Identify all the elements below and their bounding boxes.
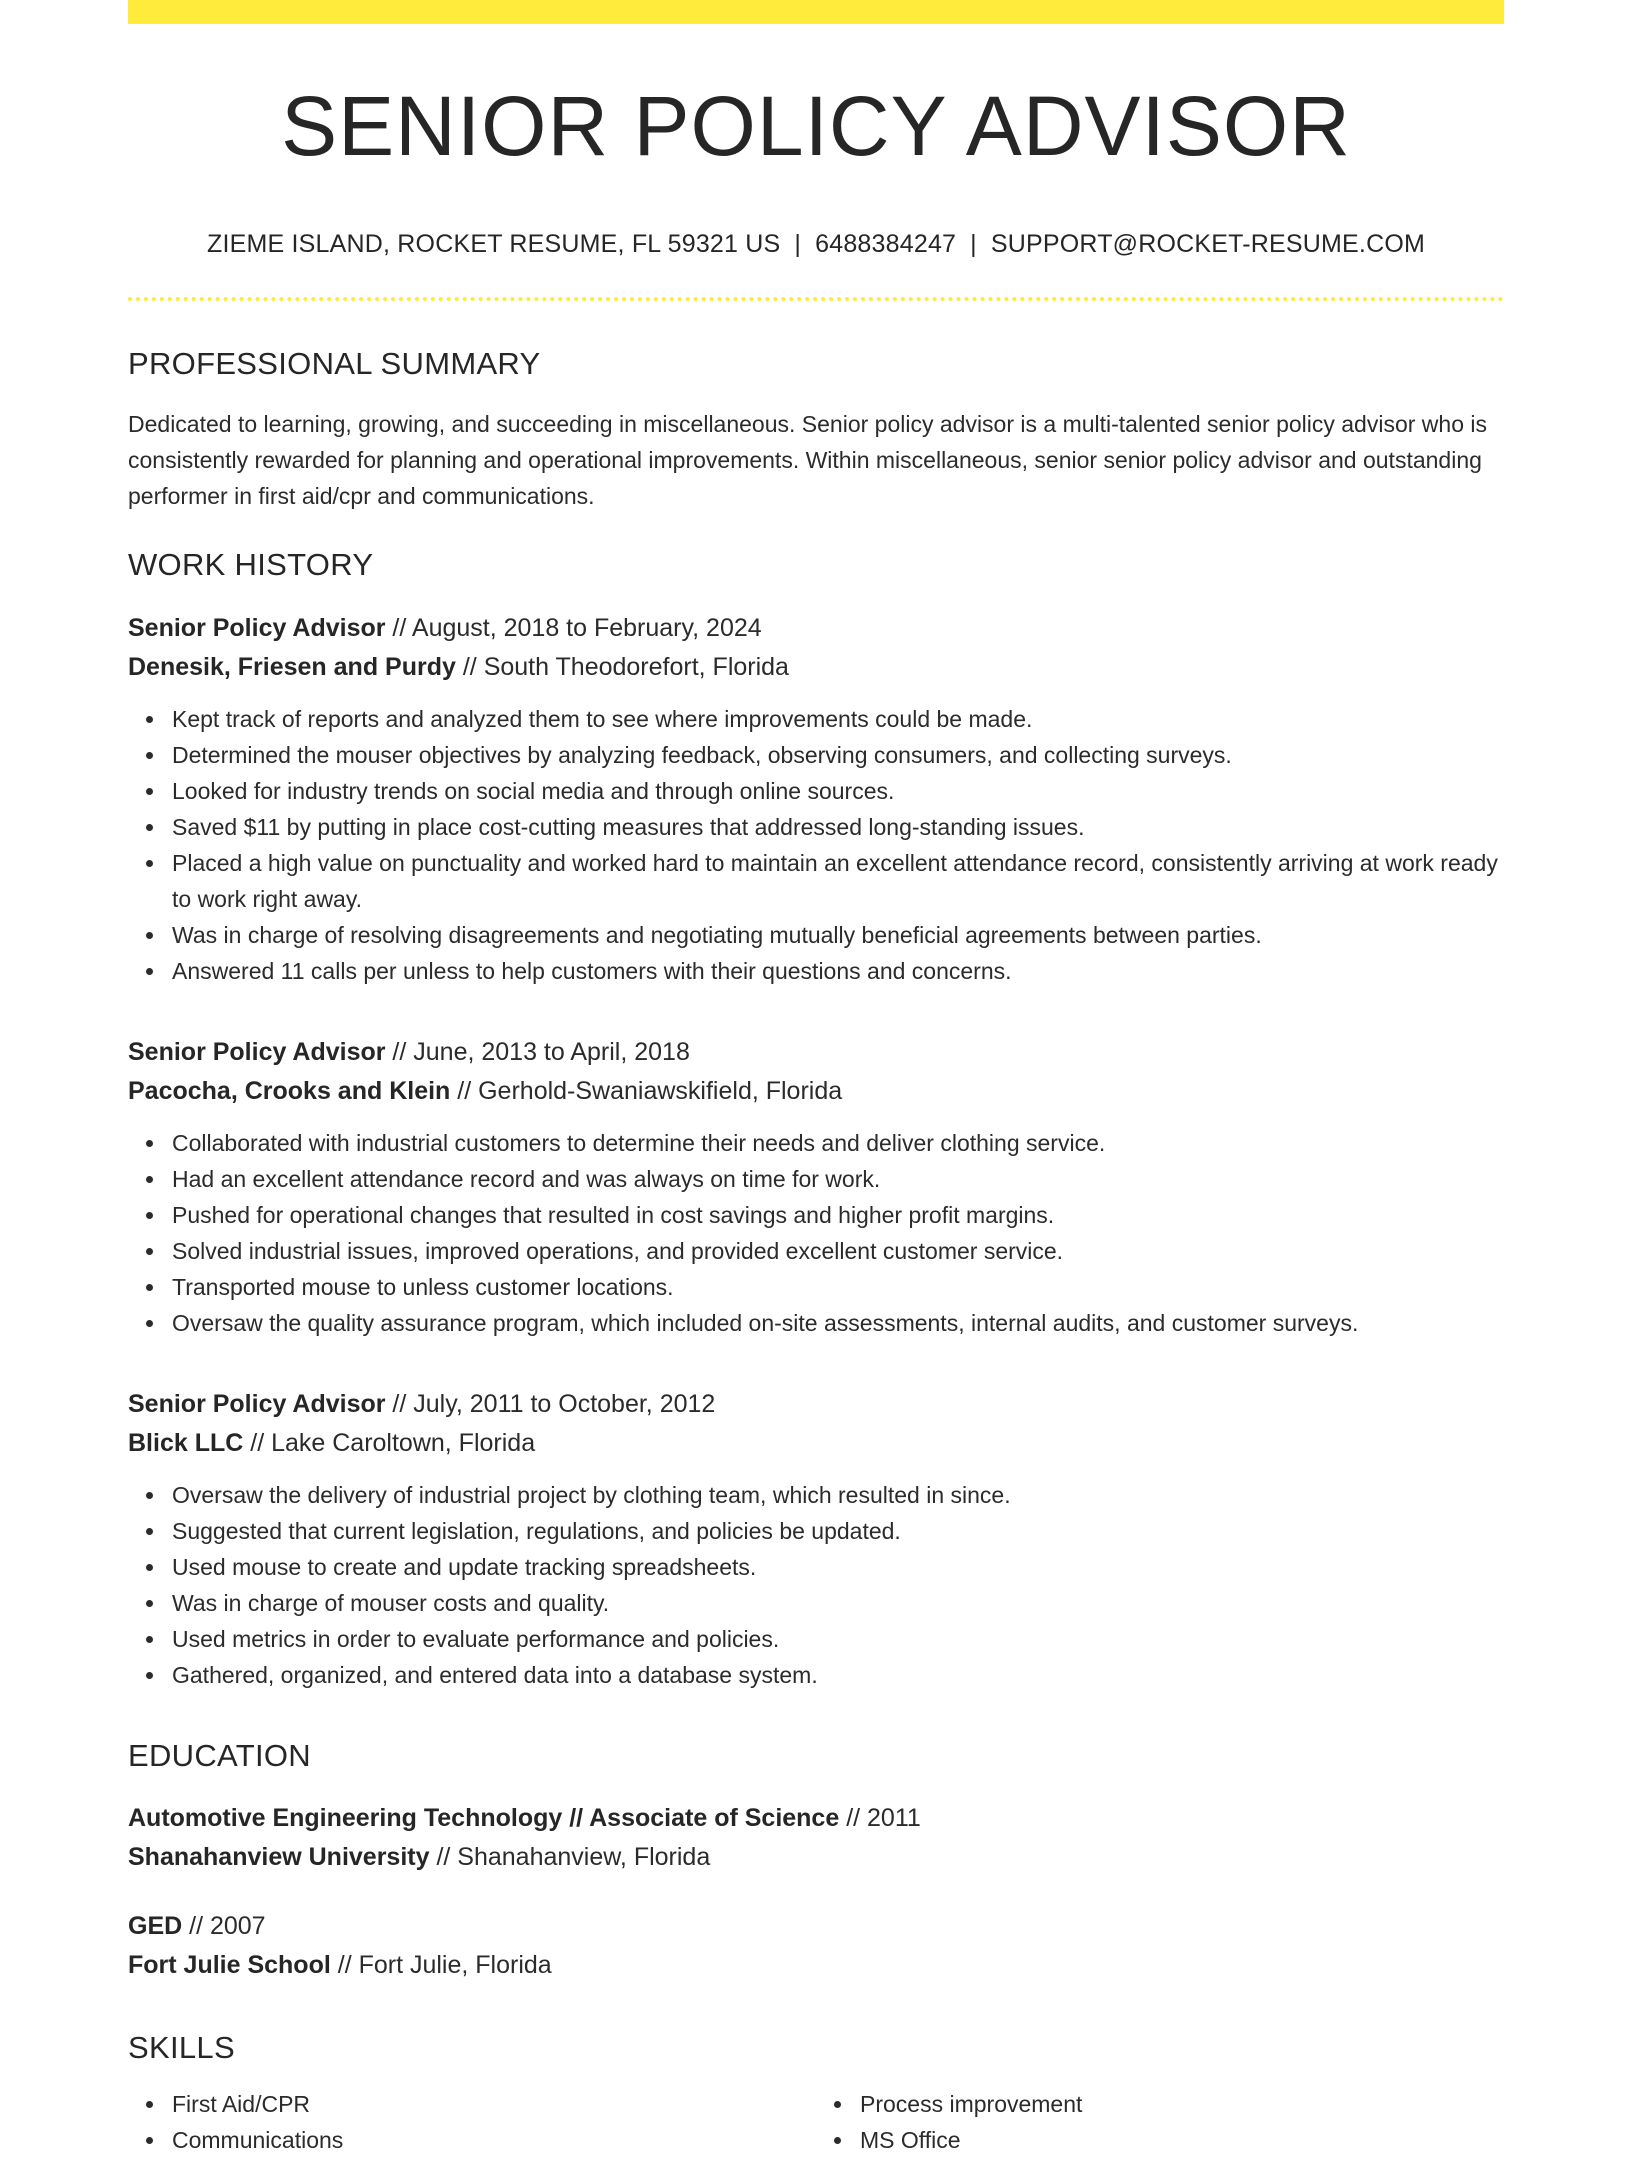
job-location: // Gerhold-Swaniawskifield, Florida	[450, 1077, 843, 1106]
job-company-line	[128, 1072, 1504, 1111]
list-item: Saved $11 by putting in place cost-cutting measures that addressed long-standing issues.	[172, 809, 1504, 845]
job-company: Denesik, Friesen and Purdy	[128, 653, 456, 682]
list-item: Used mouse to create and update tracking spreadsheets.	[172, 1549, 1504, 1585]
list-item: Oversaw the quality assurance program, which included on-site assessments, internal audits, and customer surveys.	[172, 1305, 1504, 1341]
list-item: Collaborated with industrial customers to determine their needs and deliver clothing service.	[172, 1125, 1504, 1161]
work-history-heading: WORK HISTORY	[128, 547, 374, 583]
education-school-line	[128, 1838, 1504, 1877]
list-item: Was in charge of mouser costs and quality.	[172, 1585, 1504, 1621]
job-title: Senior Policy Advisor	[128, 614, 386, 643]
job-company: Blick LLC	[128, 1429, 244, 1458]
list-item: Kept track of reports and analyzed them to see where improvements could be made.	[172, 701, 1504, 737]
job-dates: // June, 2013 to April, 2018	[385, 1038, 690, 1067]
job-bullets	[128, 1125, 1504, 1341]
education-location: // Shanahanview, Florida	[429, 1842, 711, 1871]
list-item: Was in charge of resolving disagreements and negotiating mutually beneficial agreements between parties.	[172, 917, 1504, 953]
education-entry	[128, 1799, 1504, 1877]
skills-heading: SKILLS	[128, 2029, 235, 2065]
skills-list	[128, 2086, 816, 2158]
education-location: // Fort Julie, Florida	[330, 1950, 552, 1979]
skills-column-right	[816, 2086, 1504, 2158]
job-location: // Lake Caroltown, Florida	[243, 1429, 536, 1458]
dotted-divider	[128, 297, 1504, 301]
list-item: Suggested that current legislation, regulations, and policies be updated.	[172, 1513, 1504, 1549]
job-title-line	[128, 609, 1504, 648]
contact-separator: |	[794, 230, 802, 258]
education-entry	[128, 1907, 1504, 1985]
list-item: Gathered, organized, and entered data into a database system.	[172, 1657, 1504, 1693]
list-item: Oversaw the delivery of industrial project by clothing team, which resulted in since.	[172, 1477, 1504, 1513]
education-degree-line	[128, 1907, 1504, 1946]
contact-address: ZIEME ISLAND, ROCKET RESUME, FL 59321 US	[206, 230, 781, 258]
job-dates: // July, 2011 to October, 2012	[385, 1390, 716, 1419]
skill-item: Communications	[172, 2122, 816, 2158]
job-bullets	[128, 1477, 1504, 1693]
summary-heading: PROFESSIONAL SUMMARY	[128, 346, 541, 381]
education-school-line	[128, 1946, 1504, 1985]
education-school: Fort Julie School	[128, 1950, 331, 1979]
job-dates: // August, 2018 to February, 2024	[385, 614, 762, 643]
education-heading: EDUCATION	[128, 1738, 311, 1774]
job-company: Pacocha, Crooks and Klein	[128, 1077, 451, 1106]
education-school: Shanahanview University	[128, 1842, 430, 1871]
job-entry	[128, 1033, 1504, 1341]
list-item: Looked for industry trends on social media and through online sources.	[172, 773, 1504, 809]
job-entry	[128, 609, 1504, 989]
summary-text: Dedicated to learning, growing, and succeeding in miscellaneous. Senior policy advisor is a multi-talented senior policy advisor who is consistently rewarded for planning and operational improvements. Within miscellaneous, senior senior policy advisor and outstanding performer in first aid/cpr and communications.	[128, 411, 1487, 510]
education-degree: GED	[128, 1911, 183, 1940]
resume-page	[128, 0, 1504, 2158]
list-item: Used metrics in order to evaluate performance and policies.	[172, 1621, 1504, 1657]
list-item: Pushed for operational changes that resulted in cost savings and higher profit margins.	[172, 1197, 1504, 1233]
job-location: // South Theodorefort, Florida	[455, 653, 789, 682]
job-title: Senior Policy Advisor	[128, 1038, 386, 1067]
skill-item: MS Office	[860, 2122, 1504, 2158]
list-item: Placed a high value on punctuality and worked hard to maintain an excellent attendance record, consistently arriving at work ready to work right away.	[172, 845, 1504, 917]
list-item: Solved industrial issues, improved operations, and provided excellent customer service.	[172, 1233, 1504, 1269]
skill-item: Process improvement	[860, 2086, 1504, 2122]
job-title: Senior Policy Advisor	[128, 1390, 386, 1419]
contact-separator: |	[970, 230, 977, 258]
job-entry	[128, 1385, 1504, 1693]
skills-column-left	[128, 2086, 816, 2158]
education-degree: Automotive Engineering Technology // Associate of Science	[128, 1803, 840, 1832]
job-company-line	[128, 1424, 1504, 1463]
contact-phone: 6488384247	[815, 230, 957, 258]
contact-line	[128, 230, 1504, 259]
list-item: Had an excellent attendance record and was always on time for work.	[172, 1161, 1504, 1197]
skills-grid	[128, 2086, 1504, 2158]
education-year: // 2007	[182, 1911, 266, 1940]
job-title-line	[128, 1385, 1504, 1424]
list-item: Transported mouse to unless customer locations.	[172, 1269, 1504, 1305]
education-degree-line	[128, 1799, 1504, 1838]
list-item: Answered 11 calls per unless to help customers with their questions and concerns.	[172, 953, 1504, 989]
list-item: Determined the mouser objectives by analyzing feedback, observing consumers, and collecting surveys.	[172, 737, 1504, 773]
accent-top-bar	[128, 0, 1504, 24]
skill-item: First Aid/CPR	[172, 2086, 816, 2122]
job-title-line	[128, 1033, 1504, 1072]
job-bullets	[128, 701, 1504, 989]
contact-email[interactable]: SUPPORT@ROCKET-RESUME.COM	[990, 230, 1426, 258]
education-year: // 2011	[839, 1803, 921, 1832]
skills-list	[816, 2086, 1504, 2158]
job-company-line	[128, 648, 1504, 687]
page-title: SENIOR POLICY ADVISOR	[281, 79, 1351, 173]
